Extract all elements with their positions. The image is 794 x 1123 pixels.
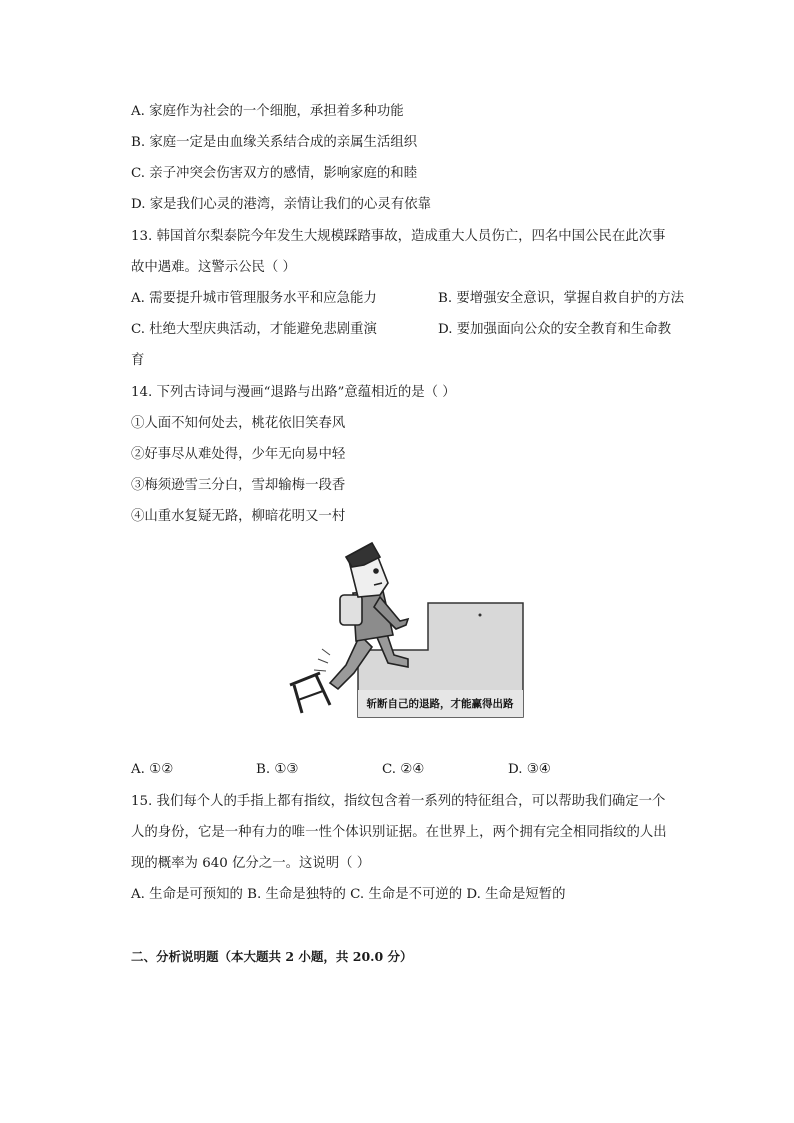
q14-item-1: ①人面不知何处去，桃花依旧笑春风: [131, 416, 346, 431]
q14-option-a: A. ①②: [131, 762, 174, 777]
q15-stem-line1: 15. 我们每个人的手指上都有指纹，指纹包含着一系列的特征组合，可以帮助我们确定一个: [131, 794, 666, 809]
q14-stem: 14. 下列古诗词与漫画“退路与出路”意蕴相近的是（ ）: [131, 385, 456, 400]
q15-options: A. 生命是可预知的 B. 生命是独特的 C. 生命是不可逆的 D. 生命是短暂的: [131, 887, 566, 902]
q12-option-b: B. 家庭一定是由血缘关系结合成的亲属生活组织: [131, 135, 418, 150]
q13-option-d-wrap: 育: [131, 353, 145, 368]
motion-lines: [314, 649, 330, 671]
q12-option-c: C. 亲子冲突会伤害双方的感情，影响家庭的和睦: [131, 166, 418, 181]
q13-option-a: A. 需要提升城市管理服务水平和应急能力: [131, 291, 377, 306]
q12-option-a: A. 家庭作为社会的一个细胞，承担着多种功能: [131, 104, 404, 119]
q13-stem-line2: 故中遇难。这警示公民（ ）: [131, 260, 296, 275]
q13-option-d: D. 要加强面向公众的安全教育和生命教: [438, 322, 672, 337]
cartoon-illustration: [268, 535, 526, 727]
q14-item-3: ③梅须逊雪三分白，雪却输梅一段香: [131, 478, 346, 493]
cartoon-caption: 斩断自己的退路，才能赢得出路: [366, 698, 514, 710]
q14-item-4: ④山重水复疑无路，柳暗花明又一村: [131, 509, 346, 524]
q14-item-2: ②好事尽从难处得，少年无向易中轻: [131, 447, 346, 462]
q12-option-d: D. 家是我们心灵的港湾，亲情让我们的心灵有依靠: [131, 197, 431, 212]
q14-option-c: C. ②④: [382, 762, 425, 777]
q13-option-c: C. 杜绝大型庆典活动，才能避免悲剧重演: [131, 322, 377, 337]
stair-dot: [479, 614, 482, 617]
q14-option-b: B. ①③: [256, 762, 299, 777]
q15-stem-line3: 现的概率为 640 亿分之一。这说明（ ）: [131, 856, 371, 871]
q13-option-b: B. 要增强安全意识，掌握自救自护的方法: [438, 291, 684, 306]
falling-stool: [290, 673, 330, 713]
q14-option-d: D. ③④: [508, 762, 551, 777]
section-heading: 二、分析说明题（本大题共 2 小题，共 20.0 分）: [131, 949, 413, 964]
q15-stem-line2: 人的身份，它是一种有力的唯一性个体识别证据。在世界上，两个拥有完全相同指纹的人出: [131, 825, 667, 840]
q13-stem-line1: 13. 韩国首尔梨泰院今年发生大规模踩踏事故，造成重大人员伤亡，四名中国公民在此次事: [131, 229, 666, 244]
